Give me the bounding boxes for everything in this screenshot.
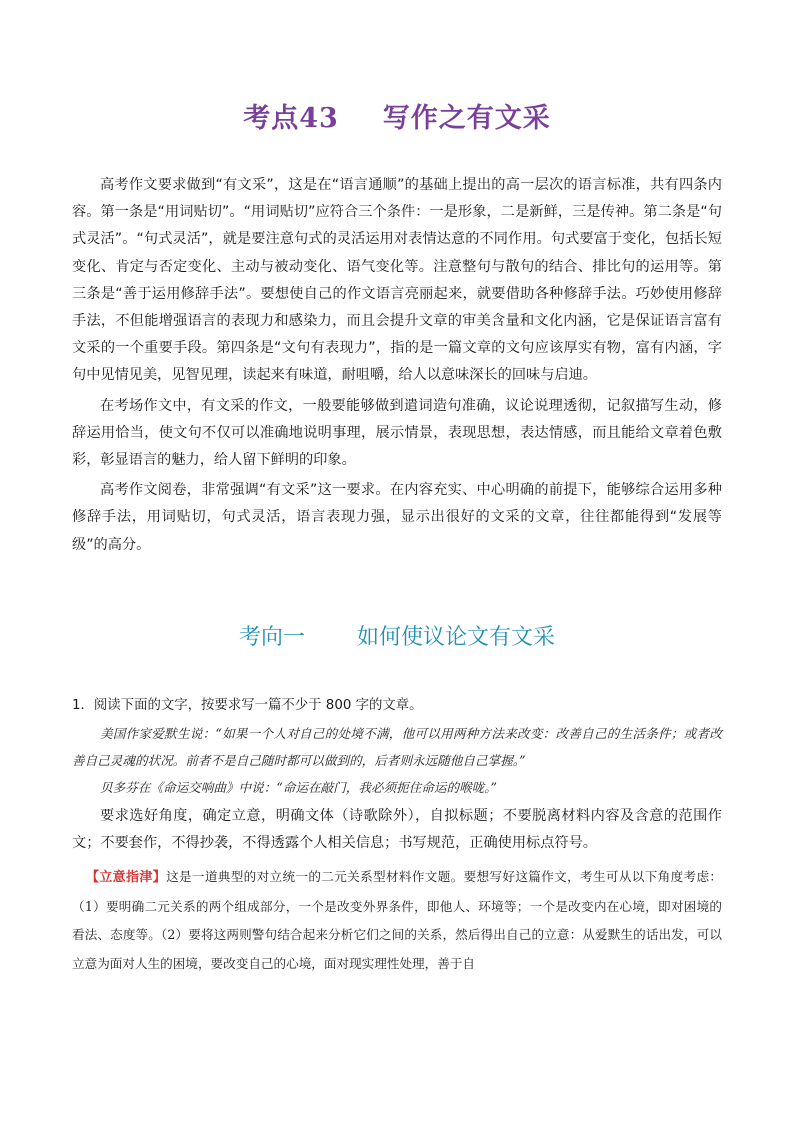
title-prefix: 考点43 [243,103,339,134]
intro-section [72,172,722,562]
section-heading [0,620,794,651]
page-title [0,96,794,135]
intro-paragraph-2: 在考场作文中，有文采的作文，一般要能够做到遣词造句准确，议论说理透彻，记叙描写生动，修辞运用恰当，使文句不仅可以准确地说明事理，展示情景，表现思想，表达情感，而且能给文章着色敷彩，彰显语言的魅力，给人留下鲜明的印象。 [72,397,722,469]
quote-beethoven: 贝多芬在《命运交响曲》中说：“命运在敲门，我必须扼住命运的喉咙。” [100,780,497,795]
intro-paragraph-3: 高考作文阅卷，非常强调“有文采”这一要求。在内容充实、中心明确的前提下，能够综合运用多种修辞手法，用词贴切，句式灵活，语言表现力强，显示出很好的文采的文章，往往都能得到“发展等级”的高分。 [72,482,722,553]
question-prompt: 1．阅读下面的文字，按要求写一篇不少于 800 字的文章。 [72,698,423,713]
section-heading-left: 考向一 [238,625,305,650]
analysis-paragraph [72,863,722,978]
analysis-tag: 【立意指津】 [86,870,167,885]
analysis-text: 这是一道典型的对立统一的二元关系型材料作文题。要想写好这篇作文，考生可从以下角度考虑：（1）要明确二元关系的两个组成部分，一个是改变外界条件，即他人、环境等；一个是改变内在心境，即对困境的看法、态度等。（2）要将这两则警句结合起来分析它们之间的关系，然后得出自己的立意：从爱默生的话出发，可以立意为面对人生的困境，要改变自己的心境，面对现实理性处理，善于自 [72,869,722,971]
section-heading-right: 如何使议论文有文采 [357,625,556,650]
quote-emerson: 美国作家爱默生说：“如果一个人对自己的处境不满，他可以用两种方法来改变：改善自己的生活条件；或者改善自己灵魂的状况。前者不是自己随时都可以做到的，后者则永远随他自己掌握。” [72,726,722,768]
intro-paragraph-1: 高考作文要求做到“有文采”，这是在“语言通顺”的基础上提出的高一层次的语言标准，共有四条内容。第一条是“用词贴切”。“用词贴切”应符合三个条件：一是形象，二是新鲜，三是传神。第二条是“句式灵活”。“句式灵活”，就是要注意句式的灵活运用对表情达意的不同作用。句式要富于变化，包括长短变化、肯定与否定变化、主动与被动变化、语气变化等。注意整句与散句的结合、排比句的运用等。第三条是“善于运用修辞手法”。要想使自己的作文语言亮丽起来，就要借助各种修辞手法。巧妙使用修辞手法，不但能增强语言的表现力和感染力，而且会提升文章的审美含量和文化内涵，它是保证语言富有文采的一个重要手段。第四条是“文句有表现力”，指的是一篇文章的文句应该厚实有物，富有内涵，字句中见情见美，见智见理，读起来有味道，耐咀嚼，给人以意味深长的回味与启迪。 [72,177,722,384]
title-main: 写作之有文采 [382,103,551,134]
question-block [72,692,722,978]
writing-requirement: 要求选好角度，确定立意，明确文体（诗歌除外），自拟标题；不要脱离材料内容及含意的范围作文；不要套作，不得抄袭，不得透露个人相关信息；书写规范，正确使用标点符号。 [72,808,722,851]
